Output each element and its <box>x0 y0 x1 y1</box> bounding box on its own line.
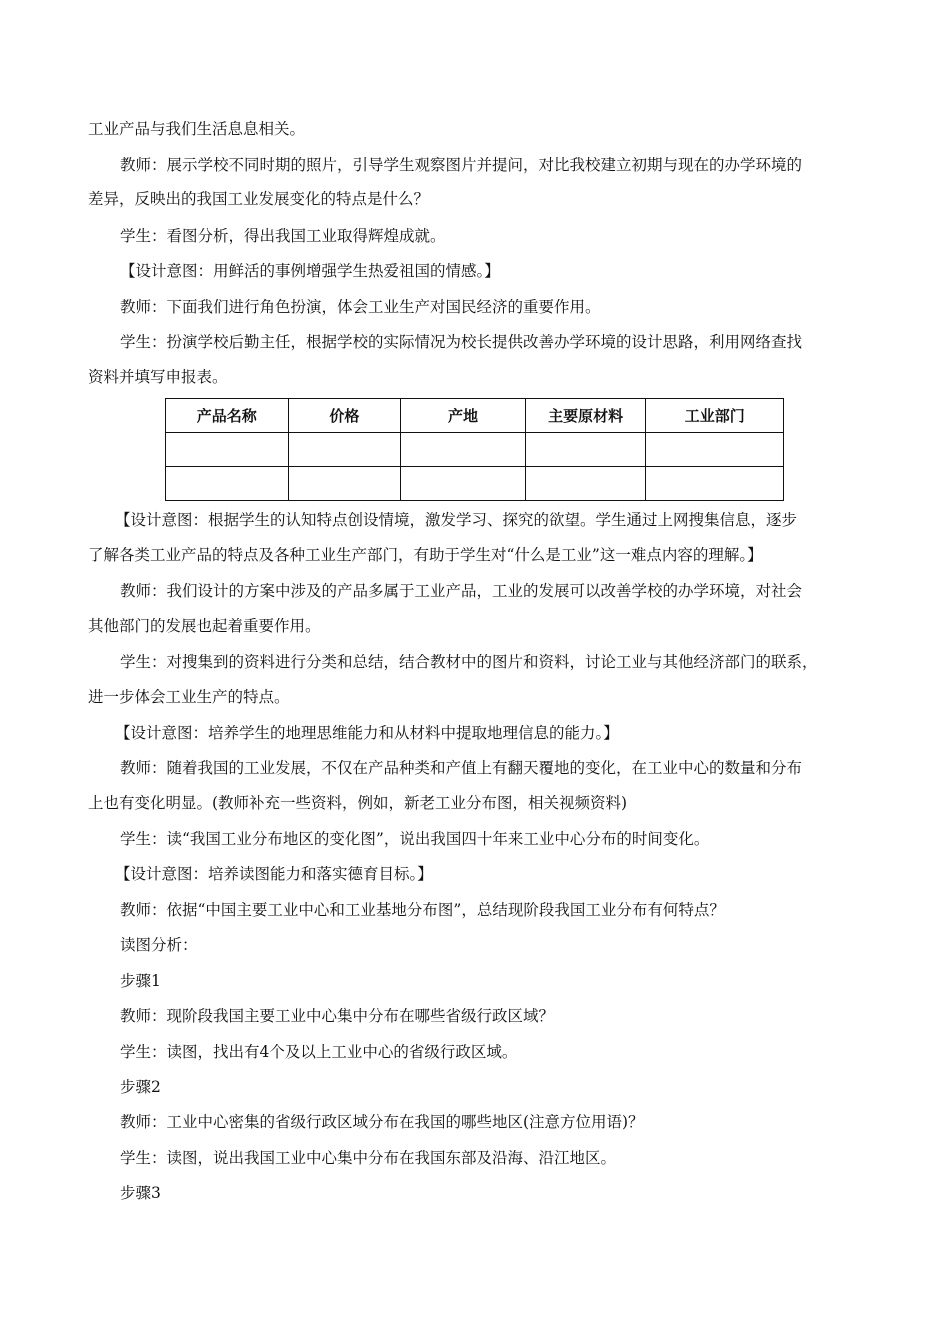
table-header-cell: 工业部门 <box>646 399 784 433</box>
paragraph-line: 了解各类工业产品的特点及各种工业生产部门，有助于学生对“什么是工业”这一难点内容的理解。】 <box>88 546 763 564</box>
table-cell <box>401 467 526 501</box>
table-header-cell: 主要原材料 <box>525 399 646 433</box>
table-cell <box>401 433 526 467</box>
table-cell <box>166 467 289 501</box>
paragraph-line: 学生：看图分析，得出我国工业取得辉煌成就。 <box>120 227 446 245</box>
table-cell <box>646 467 784 501</box>
paragraph-line: 资料并填写申报表。 <box>88 368 228 386</box>
table-cell <box>288 467 401 501</box>
paragraph-line: 【设计意图：培养读图能力和落实德育目标。】 <box>115 865 433 883</box>
paragraph-line: 【设计意图：培养学生的地理思维能力和从材料中提取地理信息的能力。】 <box>115 724 619 742</box>
paragraph-line: 学生：扮演学校后勤主任，根据学校的实际情况为校长提供改善办学环境的设计思路，利用网络查找 <box>120 333 803 351</box>
paragraph-line: 教师：我们设计的方案中涉及的产品多属于工业产品，工业的发展可以改善学校的办学环境，对社会 <box>120 582 803 600</box>
table-header-row <box>166 399 784 433</box>
paragraph-line: 上也有变化明显。(教师补充一些资料，例如，新老工业分布图，相关视频资料) <box>88 794 628 812</box>
paragraph-line: 学生：读“我国工业分布地区的变化图”，说出我国四十年来工业中心分布的时间变化。 <box>120 830 710 848</box>
table-cell <box>525 467 646 501</box>
paragraph-line: 学生：对搜集到的资料进行分类和总结，结合教材中的图片和资料，讨论工业与其他经济部门的联系， <box>120 653 818 671</box>
paragraph-line: 【设计意图：根据学生的认知特点创设情境，激发学习、探究的欲望。学生通过上网搜集信息，逐步 <box>115 511 798 529</box>
paragraph-line: 教师：展示学校不同时期的照片，引导学生观察图片并提问，对比我校建立初期与现在的办学环境的 <box>120 156 803 174</box>
table-header-cell: 产地 <box>401 399 526 433</box>
paragraph-line: 步骤2 <box>120 1078 161 1096</box>
table-row <box>166 467 784 501</box>
paragraph-line: 教师：工业中心密集的省级行政区域分布在我国的哪些地区(注意方位用语)？ <box>120 1113 644 1131</box>
application-form-table <box>165 398 784 501</box>
paragraph-line: 步骤1 <box>120 972 161 990</box>
paragraph-line: 读图分析： <box>120 936 198 954</box>
paragraph-line: 【设计意图：用鲜活的事例增强学生热爱祖国的情感。】 <box>120 262 500 280</box>
paragraph-line: 学生：读图，找出有4个及以上工业中心的省级行政区域。 <box>120 1043 518 1061</box>
paragraph-line: 教师：现阶段我国主要工业中心集中分布在哪些省级行政区域？ <box>120 1007 555 1025</box>
paragraph-line: 学生：读图，说出我国工业中心集中分布在我国东部及沿海、沿江地区。 <box>120 1149 617 1167</box>
table-header-cell: 价格 <box>288 399 401 433</box>
table-cell <box>646 433 784 467</box>
paragraph-line: 差异，反映出的我国工业发展变化的特点是什么？ <box>88 190 430 208</box>
table-row <box>166 433 784 467</box>
paragraph-line: 步骤3 <box>120 1184 161 1202</box>
paragraph-line: 教师：依据“中国主要工业中心和工业基地分布图”，总结现阶段我国工业分布有何特点？ <box>120 901 725 919</box>
paragraph-line: 其他部门的发展也起着重要作用。 <box>88 617 321 635</box>
table-cell <box>288 433 401 467</box>
paragraph-line: 进一步体会工业生产的特点。 <box>88 688 290 706</box>
paragraph-line: 工业产品与我们生活息息相关。 <box>88 120 306 138</box>
table-cell <box>166 433 289 467</box>
paragraph-line: 教师：随着我国的工业发展，不仅在产品种类和产值上有翻天覆地的变化，在工业中心的数量和分布 <box>120 759 803 777</box>
paragraph-line: 教师：下面我们进行角色扮演，体会工业生产对国民经济的重要作用。 <box>120 298 601 316</box>
table-cell <box>525 433 646 467</box>
table-header-cell: 产品名称 <box>166 399 289 433</box>
